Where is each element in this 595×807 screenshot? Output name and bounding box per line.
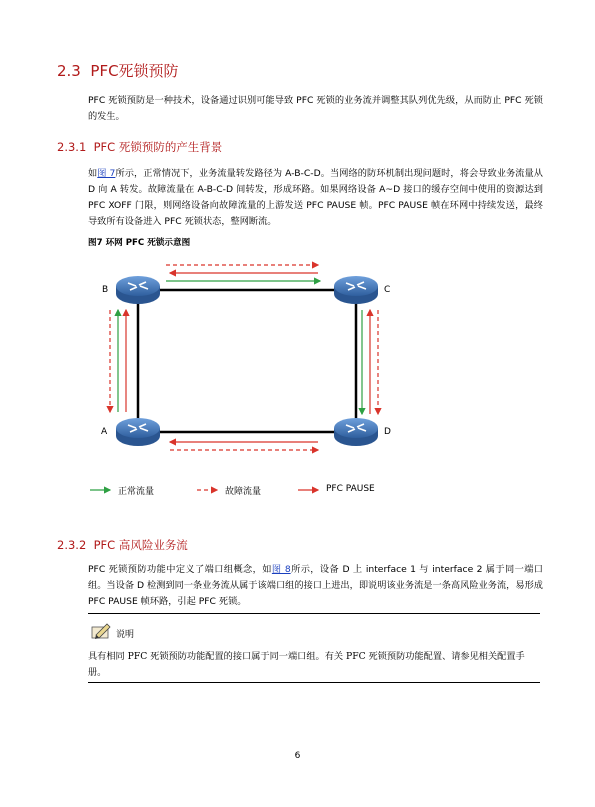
router-c-icon — [334, 276, 378, 304]
high-risk-flow-paragraph: PFC 死锁预防功能中定义了端口组概念，如图 8所示，设备 D 上 interface 1 与 interface 2 属于同一端口组。当设备 D 检测到同一条业务流从属于该端口组的接口上进出，即说明该业务流是一条高风险业务流，易形成 PFC PAUSE 帧环路，引起 PFC 死锁。 — [88, 564, 543, 607]
node-label-a: A — [101, 427, 108, 437]
router-d-icon — [334, 418, 378, 446]
background-paragraph: 如图 7所示，正常情况下，业务流量转发路径为 A-B-C-D。当网络的防环机制出现问题时，将会导致业务流量从 D 向 A 转发。故障流量在 A-B-C-D 间转发，形成环路。如果网络设备 A~D 接口的缓存空间中使用的资源达到 PFC XOFF 门限，则网络设备向故障流量的上游发送 PFC PAUSE 帧。PFC PAUSE 帧在环网中持续发送，最终导致所有设备进入 PFC 死锁状态，整网断流。 — [88, 168, 543, 227]
node-label-c: C — [384, 285, 391, 295]
legend-fault-label: 故障流量 — [225, 487, 262, 497]
note-pencil-icon — [92, 624, 110, 639]
figure-8-link[interactable]: 图 8 — [271, 564, 291, 575]
network-links — [138, 290, 356, 432]
router-b-icon — [116, 276, 160, 304]
note-top-divider — [88, 613, 540, 614]
note-text: 具有相同 PFC 死锁预防功能配置的接口属于同一端口组。有关 PFC 死锁预防功能配置、请参见相关配置手册。 — [88, 651, 525, 678]
page-number: 6 — [294, 751, 301, 761]
node-label-b: B — [102, 285, 109, 295]
intro-paragraph: PFC 死锁预防是一种技术，设备通过识别可能导致 PFC 死锁的业务流并调整其队列优先级，从而防止 PFC 死锁的发生。 — [88, 95, 543, 122]
router-a-icon — [116, 418, 160, 446]
section-heading: 2.3 PFC死锁预防 — [57, 62, 179, 80]
subsection-heading-1: 2.3.1 PFC 死锁预防的产生背景 — [57, 140, 223, 154]
legend-pause-label: PFC PAUSE — [326, 484, 375, 494]
note-title: 说明 — [116, 630, 135, 640]
note-bottom-divider — [88, 682, 540, 683]
subsection-heading-2: 2.3.2 PFC 高风险业务流 — [57, 538, 188, 552]
node-label-d: D — [384, 427, 391, 437]
legend-normal-label: 正常流量 — [118, 487, 155, 497]
figure-caption: 图7 环网 PFC 死锁示意图 — [88, 238, 191, 248]
figure-7-link[interactable]: 图 7 — [97, 168, 116, 179]
